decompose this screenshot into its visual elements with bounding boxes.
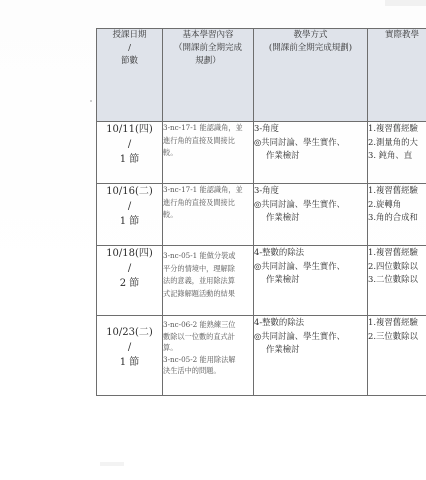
- method-text: ◎共同討論、學生實作、: [254, 260, 346, 271]
- actual-text: 1.複習舊經驗: [368, 185, 418, 195]
- method-text: 4-整數的除法: [254, 247, 305, 257]
- content-text: 3-nc-17-1 能認識角，並: [163, 185, 243, 194]
- method-text: 3-角度: [254, 185, 279, 195]
- actual-text: 1.複習舊經驗: [368, 247, 418, 257]
- content-text: 進行角的直接及間接比: [163, 135, 235, 145]
- header-teaching-method: [254, 29, 368, 122]
- actual-cell: [368, 184, 426, 246]
- date-text: 10/16(二): [106, 186, 153, 197]
- method-text: 3-角度: [254, 123, 279, 133]
- method-text: 作業檢討: [266, 274, 300, 284]
- scan-speck: [90, 100, 92, 102]
- actual-cell: [368, 316, 426, 396]
- scan-smudge: [100, 462, 124, 466]
- content-text: 平分的情境中，理解除: [163, 263, 235, 273]
- header-text: （開課前全期完成: [173, 43, 242, 53]
- content-text: 較。: [163, 210, 178, 219]
- content-text: 3-nc-05-1 能做分裝或: [163, 251, 236, 260]
- date-text: /: [127, 201, 132, 212]
- actual-text: 2.測量角的大: [368, 136, 418, 147]
- date-text: 10/11(四): [106, 124, 153, 135]
- table-row: [97, 316, 426, 396]
- method-text: ◎共同討論、學生實作、: [254, 136, 346, 147]
- content-text: 決生活中的問題。: [163, 366, 221, 375]
- date-cell: [97, 246, 163, 316]
- actual-text: 1.複習舊經驗: [368, 123, 418, 133]
- content-text: 3-nc-06-2 能熟練三位: [163, 320, 236, 329]
- content-text: 法的意義，並用除法算: [163, 276, 235, 285]
- method-cell: [254, 122, 368, 184]
- actual-text: 1.複習舊經驗: [368, 317, 418, 327]
- method-text: 作業檢討: [266, 344, 300, 354]
- header-text: 基本學習內容: [182, 30, 234, 40]
- table-row: [97, 122, 426, 184]
- header-text: 實際教學: [384, 30, 419, 40]
- actual-cell: [368, 122, 426, 184]
- date-text: 1 節: [119, 216, 140, 227]
- table-row: [97, 246, 426, 316]
- content-cell: [163, 122, 254, 184]
- content-text: 3-nc-17-1 能認識角，並: [163, 123, 243, 132]
- actual-text: 2.四位數除以: [368, 260, 418, 271]
- lesson-plan-table: [96, 28, 426, 396]
- header-text: 教學方式: [293, 30, 328, 40]
- date-cell: [97, 316, 163, 396]
- table-row: [97, 184, 426, 246]
- content-text: 式記錄解題活動的結果: [163, 288, 235, 298]
- method-cell: [254, 316, 368, 396]
- actual-text: 3. 鈍角、直: [368, 150, 413, 160]
- content-cell: [163, 184, 254, 246]
- actual-cell: [368, 246, 426, 316]
- content-text: 較。: [163, 148, 178, 157]
- scan-smudge: [385, 0, 426, 6]
- header-date-sessions: [97, 29, 163, 122]
- method-text: ◎共同討論、學生實作、: [254, 330, 346, 341]
- actual-text: 2.三位數除以: [368, 330, 418, 341]
- header-text: 節數: [120, 56, 138, 66]
- content-text: 算。: [163, 343, 178, 352]
- date-cell: [97, 122, 163, 184]
- actual-text: 3.二位數除以: [368, 274, 418, 284]
- header-text: (開課前全期完成規劃): [268, 43, 353, 53]
- header-text: 授課日期: [112, 30, 147, 40]
- header-actual-teaching: [368, 29, 426, 122]
- date-text: 10/18(四): [106, 248, 153, 259]
- date-text: 2 節: [119, 278, 140, 289]
- actual-text: 3.角的合成和: [368, 212, 418, 222]
- content-text: 3-nc-05-2 能用除法解: [163, 354, 236, 364]
- method-cell: [254, 184, 368, 246]
- date-text: /: [127, 263, 132, 274]
- content-text: 數除以一位數的直式計: [163, 331, 235, 341]
- content-text: 進行角的直接及間接比: [163, 197, 235, 207]
- method-text: 作業檢討: [266, 150, 300, 160]
- date-cell: [97, 184, 163, 246]
- method-text: ◎共同討論、學生實作、: [254, 198, 346, 209]
- date-text: 10/23(二): [106, 327, 153, 338]
- date-text: /: [127, 342, 132, 353]
- actual-text: 2.旋轉角: [368, 198, 402, 209]
- header-text: /: [128, 43, 131, 53]
- date-text: 1 節: [119, 357, 140, 368]
- header-text: 規劃）: [195, 56, 221, 66]
- date-text: 1 節: [119, 154, 140, 165]
- method-text: 作業檢討: [266, 212, 300, 222]
- content-cell: [163, 316, 254, 396]
- method-text: 4-整數的除法: [254, 317, 305, 327]
- content-cell: [163, 246, 254, 316]
- header-row: [97, 29, 426, 122]
- date-text: /: [127, 139, 132, 150]
- header-learning-content: [163, 29, 254, 122]
- method-cell: [254, 246, 368, 316]
